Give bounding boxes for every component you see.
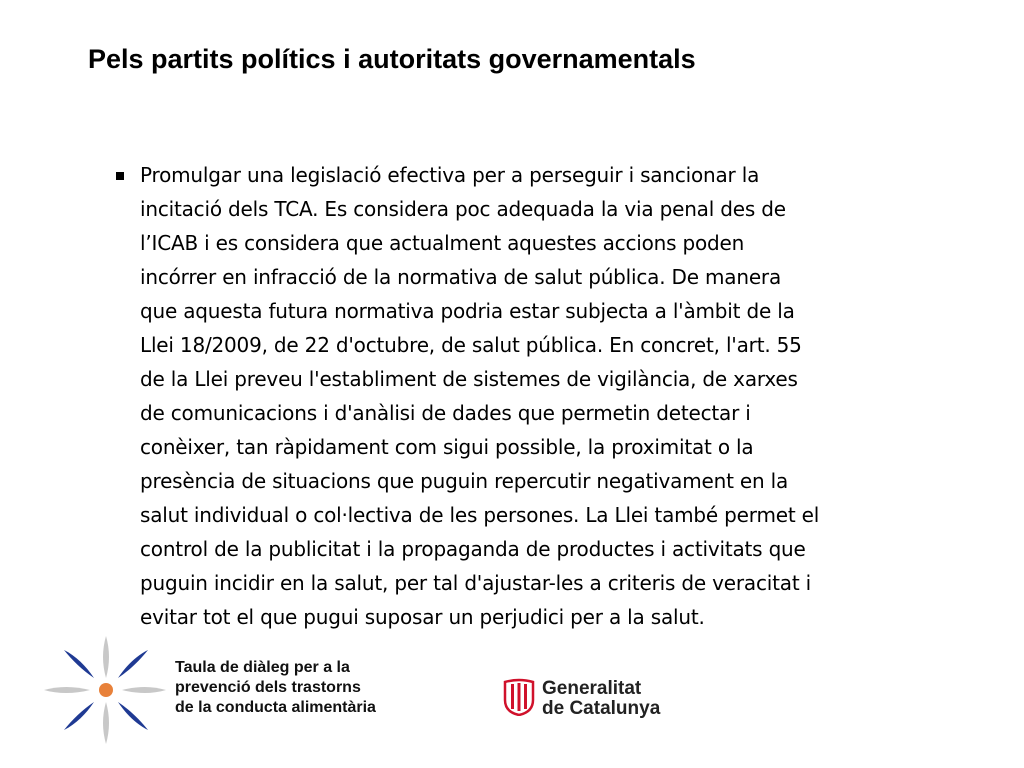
gencat-logo-line: de Catalunya bbox=[542, 698, 661, 719]
petal-bottom-left bbox=[64, 702, 94, 730]
taula-dialeg-logo-text bbox=[175, 658, 376, 718]
bullet-line: incitació dels TCA. Es considera poc adequada la via penal des de bbox=[140, 197, 786, 221]
gencat-stripe bbox=[511, 684, 514, 709]
petal-top-left bbox=[64, 650, 94, 678]
bullet-line: conèixer, tan ràpidament com sigui possible, la proximitat o la bbox=[140, 435, 754, 459]
bullet-line: evitar tot el que pugui suposar un perjudici per a la salut. bbox=[140, 605, 705, 629]
square-bullet-icon bbox=[116, 172, 124, 180]
gencat-stripe bbox=[518, 683, 521, 711]
slide-title: Pels partits polítics i autoritats governamentals bbox=[88, 44, 696, 74]
bullet-line: incórrer en infracció de la normativa de salut pública. De manera bbox=[140, 265, 782, 289]
taula-dialeg-logo-icon bbox=[40, 630, 175, 750]
bullet-text bbox=[140, 158, 940, 634]
bullet-line: control de la publicitat i la propaganda de productes i activitats que bbox=[140, 537, 806, 561]
gencat-stripe bbox=[524, 684, 527, 709]
taula-logo-line: prevenció dels trastorns bbox=[175, 679, 361, 696]
taula-logo-line: de la conducta alimentària bbox=[175, 699, 376, 716]
bullet-line: l’ICAB i es considera que actualment aquestes accions poden bbox=[140, 231, 745, 255]
gencat-logo-line: Generalitat bbox=[542, 678, 642, 699]
bullet-line: presència de situacions que puguin repercutir negativament en la bbox=[140, 469, 789, 493]
bullet-line: de comunicacions i d'anàlisi de dades que permetin detectar i bbox=[140, 401, 751, 425]
petal-left bbox=[44, 687, 90, 693]
bullet-line: puguin incidir en la salut, per tal d'ajustar-les a criteris de veracitat i bbox=[140, 571, 811, 595]
bullet-line: que aquesta futura normativa podria estar subjecta a l'àmbit de la bbox=[140, 299, 795, 323]
taula-logo-line: Taula de diàleg per a la bbox=[175, 659, 350, 676]
petal-top bbox=[103, 636, 109, 678]
generalitat-symbol-icon bbox=[502, 678, 536, 716]
bullet-line: salut individual o col·lectiva de les persones. La Llei també permet el bbox=[140, 503, 820, 527]
generalitat-logo-text bbox=[542, 679, 660, 719]
bullet-line: Promulgar una legislació efectiva per a perseguir i sancionar la bbox=[140, 163, 760, 187]
petal-bottom bbox=[103, 702, 109, 744]
petal-bottom-right bbox=[118, 702, 148, 730]
logo-center-dot bbox=[99, 683, 113, 697]
petal-right bbox=[122, 687, 166, 693]
bullet-line: de la Llei preveu l'establiment de sistemes de vigilància, de xarxes bbox=[140, 367, 798, 391]
bullet-line: Llei 18/2009, de 22 d'octubre, de salut pública. En concret, l'art. 55 bbox=[140, 333, 802, 357]
petal-top-right bbox=[118, 650, 148, 678]
